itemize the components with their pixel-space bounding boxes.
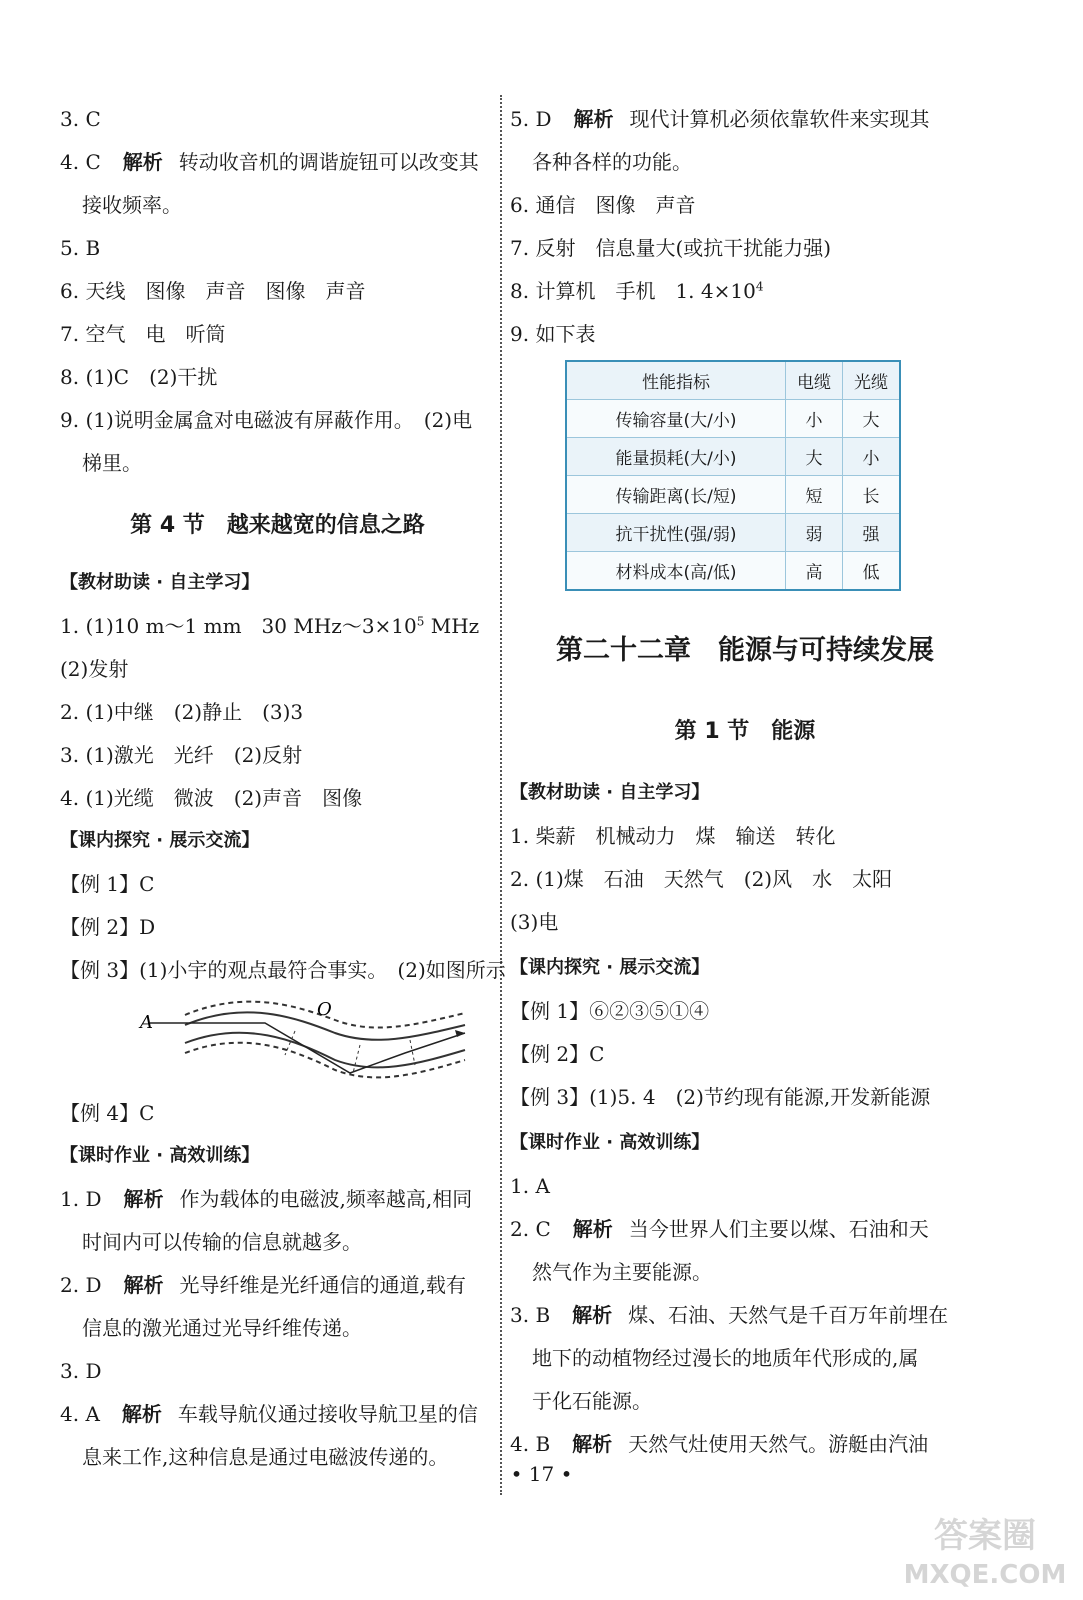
watermark-url: MXQE.COM: [903, 1560, 1067, 1590]
homework-1: 1. D 解析 作为载体的电磁波,频率越高,相同: [60, 1187, 473, 1211]
table-cell: 抗干扰性(强/弱): [566, 514, 786, 552]
table-cell: 高: [786, 552, 843, 591]
homework-2-cont: 然气作为主要能源。: [532, 1260, 712, 1284]
answer-r5: 5. D 解析 现代计算机必须依靠软件来实现其: [510, 107, 930, 131]
watermark-text: 答案圈: [934, 1516, 1036, 1556]
answer-9: 9. (1)说明金属盒对电磁波有屏蔽作用。 (2)电: [60, 408, 473, 432]
answer-7: 7. 空气 电 听筒: [60, 322, 226, 346]
fig-label-o: O: [317, 999, 332, 1020]
table-cell: 大: [786, 438, 843, 476]
answer-4-cont: 接收频率。: [82, 193, 182, 217]
page-number: • 17 •: [510, 1462, 573, 1486]
example-2: 【例 2】D: [60, 915, 156, 939]
section-title: 第 4 节 越来越宽的信息之路: [130, 513, 425, 538]
chapter-title: 第二十二章 能源与可持续发展: [556, 635, 934, 666]
section-title: 第 1 节 能源: [674, 719, 816, 744]
column-divider: [500, 95, 502, 1495]
homework-2: 2. D 解析 光导纤维是光纤通信的通道,载有: [60, 1273, 466, 1297]
answer-3: 3. C: [60, 107, 101, 131]
table-header-cell: 性能指标: [566, 361, 786, 400]
study-2: 2. (1)中继 (2)静止 (3)3: [60, 700, 304, 724]
comparison-table: [565, 360, 901, 591]
table-row: [566, 476, 900, 514]
table-cell: 传输容量(大/小): [566, 400, 786, 438]
table-row: [566, 552, 900, 591]
study-2: 2. (1)煤 石油 天然气 (2)风 水 太阳: [510, 867, 893, 891]
answer-r5-cont: 各种各样的功能。: [532, 150, 692, 174]
answer-8: 8. (1)C (2)干扰: [60, 365, 218, 389]
table-cell: 小: [843, 438, 901, 476]
table-row: [566, 438, 900, 476]
example-1: 【例 1】C: [60, 872, 155, 896]
example-3: 【例 3】(1)小宇的观点最符合事实。 (2)如图所示: [60, 958, 506, 982]
homework-4: 4. B 解析 天然气灶使用天然气。游艇由汽油: [510, 1432, 929, 1456]
homework-1: 1. A: [510, 1174, 550, 1198]
fiber-inner-bottom: [185, 1033, 465, 1068]
example-4: 【例 4】C: [60, 1101, 155, 1125]
table-cell: 低: [843, 552, 901, 591]
homework-2: 2. C 解析 当今世界人们主要以煤、石油和天: [510, 1217, 929, 1241]
table-row: [566, 400, 900, 438]
table-cell: 能量损耗(大/小): [566, 438, 786, 476]
study-1: 1. 柴薪 机械动力 煤 输送 转化: [510, 824, 836, 848]
study-4: 4. (1)光缆 微波 (2)声音 图像: [60, 786, 363, 810]
heading-self-study: 【教材助读 · 自主学习】: [60, 572, 260, 593]
heading-in-class: 【课内探究 · 展示交流】: [60, 830, 260, 851]
table-row: [566, 514, 900, 552]
answer-9-cont: 梯里。: [82, 451, 142, 475]
heading-in-class: 【课内探究 · 展示交流】: [510, 957, 710, 978]
homework-3-cont: 地下的动植物经过漫长的地质年代形成的,属: [532, 1346, 919, 1370]
homework-3-cont2: 于化石能源。: [532, 1389, 652, 1413]
homework-1-cont: 时间内可以传输的信息就越多。: [82, 1230, 362, 1254]
answer-4: 4. C 解析 转动收音机的调谐旋钮可以改变其: [60, 150, 479, 174]
example-3: 【例 3】(1)5. 4 (2)节约现有能源,开发新能源: [510, 1085, 931, 1109]
table-cell: 弱: [786, 514, 843, 552]
heading-homework: 【课时作业 · 高效训练】: [510, 1132, 710, 1153]
watermark-logo: [900, 1505, 1070, 1595]
example-1: 【例 1】⑥②③⑤①④: [510, 999, 710, 1023]
study-2-cont: (3)电: [510, 910, 559, 934]
table-header-row: [566, 361, 900, 400]
fiber-outer-bottom: [185, 1043, 465, 1078]
study-1-cont: (2)发射: [60, 657, 129, 681]
answer-5: 5. B: [60, 236, 101, 260]
table-cell: 传输距离(长/短): [566, 476, 786, 514]
table-cell: 材料成本(高/低): [566, 552, 786, 591]
table-cell: 小: [786, 400, 843, 438]
optical-fiber-figure: [140, 995, 505, 1085]
table-cell: 强: [843, 514, 901, 552]
study-3: 3. (1)激光 光纤 (2)反射: [60, 743, 303, 767]
homework-4: 4. A 解析 车载导航仪通过接收导航卫星的信: [60, 1402, 478, 1426]
table-header-cell: 电缆: [786, 361, 843, 400]
table-cell: 长: [843, 476, 901, 514]
table-header-cell: 光缆: [843, 361, 901, 400]
table-cell: 短: [786, 476, 843, 514]
homework-3: 3. D: [60, 1359, 102, 1383]
study-1: 1. (1)10 m～1 mm 30 $MHz\sim 3\times 10^5$ MHz: [60, 614, 480, 638]
table-cell: 大: [843, 400, 901, 438]
answer-6: 6. 天线 图像 声音 图像 声音: [60, 279, 366, 303]
homework-2-cont: 信息的激光通过光导纤维传递。: [82, 1316, 362, 1340]
answer-r6: 6. 通信 图像 声音: [510, 193, 696, 217]
example-2: 【例 2】C: [510, 1042, 605, 1066]
homework-4-cont: 息来工作,这种信息是通过电磁波传递的。: [82, 1445, 449, 1469]
answer-r8: 8. 计算机 手机 1. $4\times 10^4$: [510, 279, 764, 303]
heading-homework: 【课时作业 · 高效训练】: [60, 1145, 260, 1166]
fig-label-a: A: [140, 1012, 153, 1033]
heading-self-study: 【教材助读 · 自主学习】: [510, 782, 710, 803]
homework-3: 3. B 解析 煤、石油、天然气是千百万年前埋在: [510, 1303, 949, 1327]
answer-r9: 9. 如下表: [510, 322, 596, 346]
answer-r7: 7. 反射 信息量大(或抗干扰能力强): [510, 236, 832, 260]
